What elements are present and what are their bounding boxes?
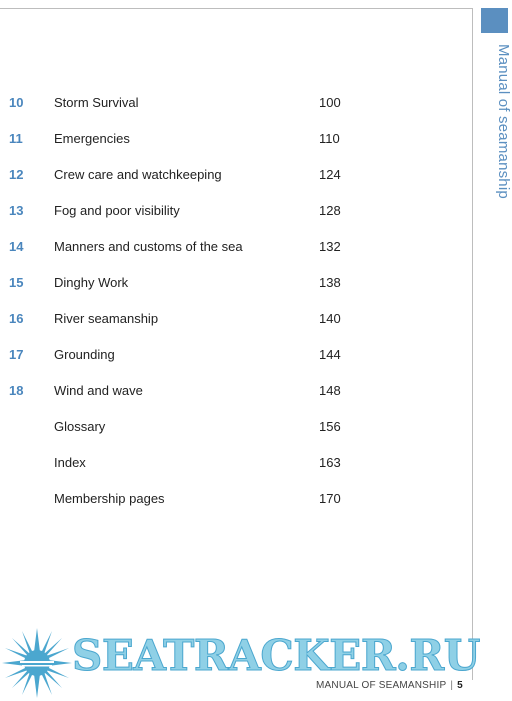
blue-tab bbox=[481, 8, 508, 33]
chapter-title: Membership pages bbox=[54, 491, 165, 506]
toc-row bbox=[0, 491, 472, 527]
footer-page-number: 5 bbox=[457, 680, 463, 691]
side-title: Manual of seamanship bbox=[495, 44, 512, 199]
chapter-number: 11 bbox=[9, 131, 23, 146]
toc-row bbox=[0, 347, 472, 383]
toc-row bbox=[0, 95, 472, 131]
footer-separator: | bbox=[450, 680, 454, 691]
chapter-title: Grounding bbox=[54, 347, 115, 362]
toc-row bbox=[0, 131, 472, 167]
page-number: 124 bbox=[319, 167, 341, 182]
chapter-number: 12 bbox=[9, 167, 24, 182]
toc-row bbox=[0, 383, 472, 419]
chapter-title: Fog and poor visibility bbox=[54, 203, 180, 218]
chapter-number: 18 bbox=[9, 383, 24, 398]
toc-row bbox=[0, 275, 472, 311]
side-rule bbox=[472, 8, 473, 680]
chapter-number: 14 bbox=[9, 239, 24, 254]
chapter-title: Dinghy Work bbox=[54, 275, 129, 290]
toc-row bbox=[0, 167, 472, 203]
chapter-number: 13 bbox=[9, 203, 24, 218]
page-number: 148 bbox=[319, 383, 341, 398]
toc-row bbox=[0, 419, 472, 455]
page-number: 138 bbox=[319, 275, 341, 290]
chapter-title: Glossary bbox=[54, 419, 106, 434]
sun-logo-icon bbox=[0, 626, 74, 700]
toc-row bbox=[0, 239, 472, 275]
page-number: 170 bbox=[319, 491, 341, 506]
chapter-number: 16 bbox=[9, 311, 24, 326]
chapter-title: Index bbox=[54, 455, 86, 470]
page-number: 140 bbox=[319, 311, 341, 326]
chapter-title: Manners and customs of the sea bbox=[54, 239, 243, 254]
chapter-number: 10 bbox=[9, 95, 24, 110]
page-number: 132 bbox=[319, 239, 341, 254]
chapter-title: Crew care and watchkeeping bbox=[54, 167, 222, 182]
page-number: 128 bbox=[319, 203, 341, 218]
watermark-text: SEATRACKER.RU bbox=[72, 631, 480, 680]
page-number: 110 bbox=[319, 131, 340, 146]
chapter-title: Wind and wave bbox=[54, 383, 143, 398]
toc-row bbox=[0, 203, 472, 239]
page-number: 163 bbox=[319, 455, 341, 470]
page-number: 100 bbox=[319, 95, 341, 110]
chapter-number: 17 bbox=[9, 347, 24, 362]
page-footer bbox=[316, 680, 463, 691]
chapter-title: River seamanship bbox=[54, 311, 159, 326]
page-number: 144 bbox=[319, 347, 341, 362]
page-number: 156 bbox=[319, 419, 341, 434]
chapter-number: 15 bbox=[9, 275, 24, 290]
chapter-title: Emergencies bbox=[54, 131, 130, 146]
toc-row bbox=[0, 311, 472, 347]
chapter-title: Storm Survival bbox=[54, 95, 139, 110]
footer-title: MANUAL OF SEAMANSHIP bbox=[316, 680, 447, 691]
toc-row bbox=[0, 455, 472, 491]
